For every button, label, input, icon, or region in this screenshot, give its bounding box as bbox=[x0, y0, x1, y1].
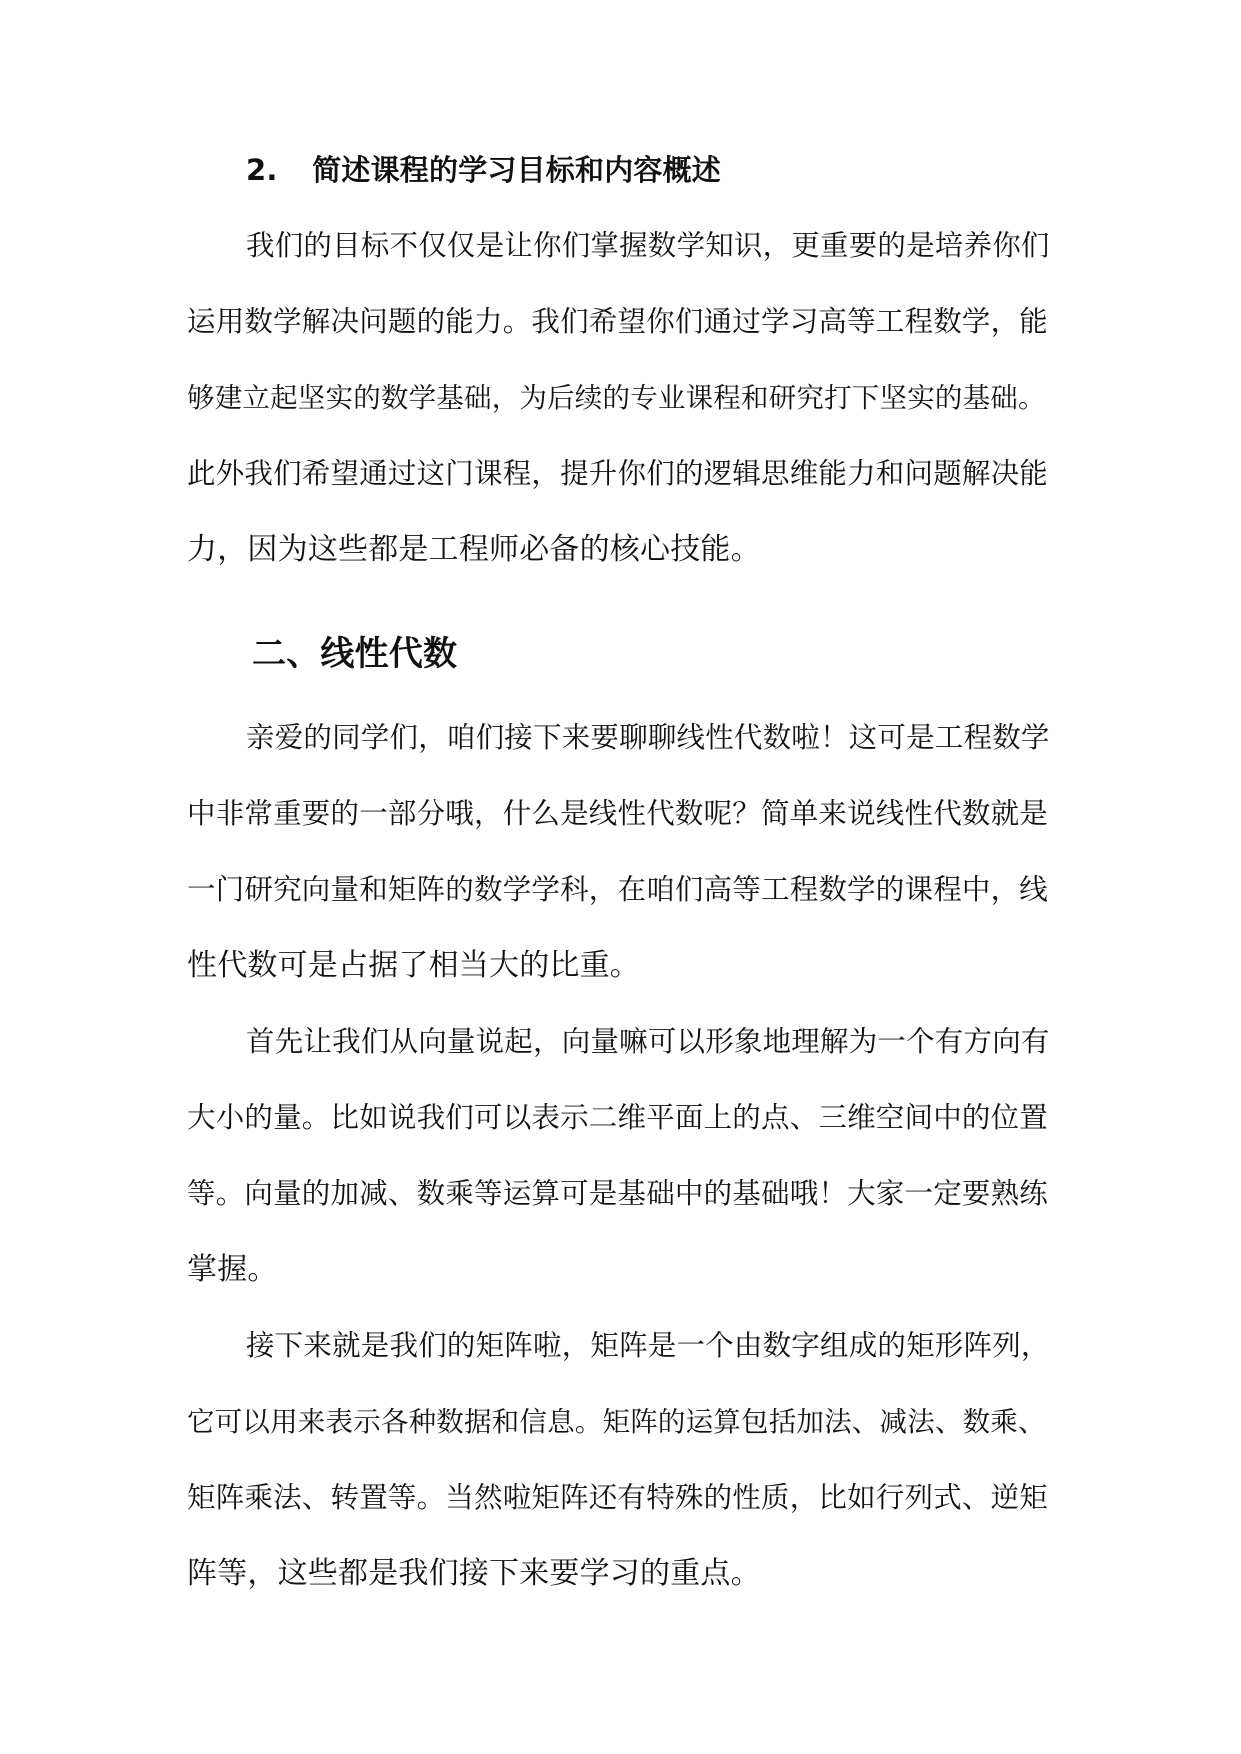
paragraph-line: 大小的量。比如说我们可以表示二维平面上的点、三维空间中的位置 bbox=[187, 1101, 1049, 1134]
paragraph-line: 阵等，这些都是我们接下来要学习的重点。 bbox=[187, 1556, 761, 1591]
paragraph-line: 一门研究向量和矩阵的数学学科，在咱们高等工程数学的课程中，线 bbox=[187, 873, 1049, 906]
paragraph-line: 矩阵乘法、转置等。当然啦矩阵还有特殊的性质，比如行列式、逆矩 bbox=[187, 1481, 1049, 1514]
paragraph-line: 首先让我们从向量说起，向量嘛可以形象地理解为一个有方向有 bbox=[246, 1025, 1050, 1058]
paragraph-line: 掌握。 bbox=[187, 1252, 278, 1287]
paragraph-line: 等。向量的加减、数乘等运算可是基础中的基础哦！大家一定要熟练 bbox=[187, 1177, 1049, 1210]
paragraph-line: 够建立起坚实的数学基础，为后续的专业课程和研究打下坚实的基础。 bbox=[187, 382, 1046, 414]
paragraph-line: 接下来就是我们的矩阵啦，矩阵是一个由数字组成的矩形阵列， bbox=[246, 1329, 1050, 1362]
paragraph-line: 运用数学解决问题的能力。我们希望你们通过学习高等工程数学，能 bbox=[187, 305, 1049, 338]
paragraph-line: 此外我们希望通过这门课程，提升你们的逻辑思维能力和问题解决能 bbox=[187, 457, 1049, 490]
paragraph-line: 亲爱的同学们，咱们接下来要聊聊线性代数啦！这可是工程数学 bbox=[246, 721, 1050, 754]
subsection-heading bbox=[246, 150, 721, 190]
paragraph-line: 中非常重要的一部分哦，什么是线性代数呢？简单来说线性代数就是 bbox=[187, 797, 1049, 830]
paragraph-line: 力，因为这些都是工程师必备的核心技能。 bbox=[187, 532, 761, 567]
paragraph-line: 性代数可是占据了相当大的比重。 bbox=[187, 948, 640, 983]
section-heading: 二、线性代数 bbox=[252, 634, 458, 674]
subsection-title: 简述课程的学习目标和内容概述 bbox=[312, 153, 722, 187]
subsection-number: 2. bbox=[246, 153, 278, 187]
paragraph-line: 它可以用来表示各种数据和信息。矩阵的运算包括加法、减法、数乘、 bbox=[187, 1406, 1046, 1438]
paragraph-line: 我们的目标不仅仅是让你们掌握数学知识，更重要的是培养你们 bbox=[246, 229, 1050, 262]
